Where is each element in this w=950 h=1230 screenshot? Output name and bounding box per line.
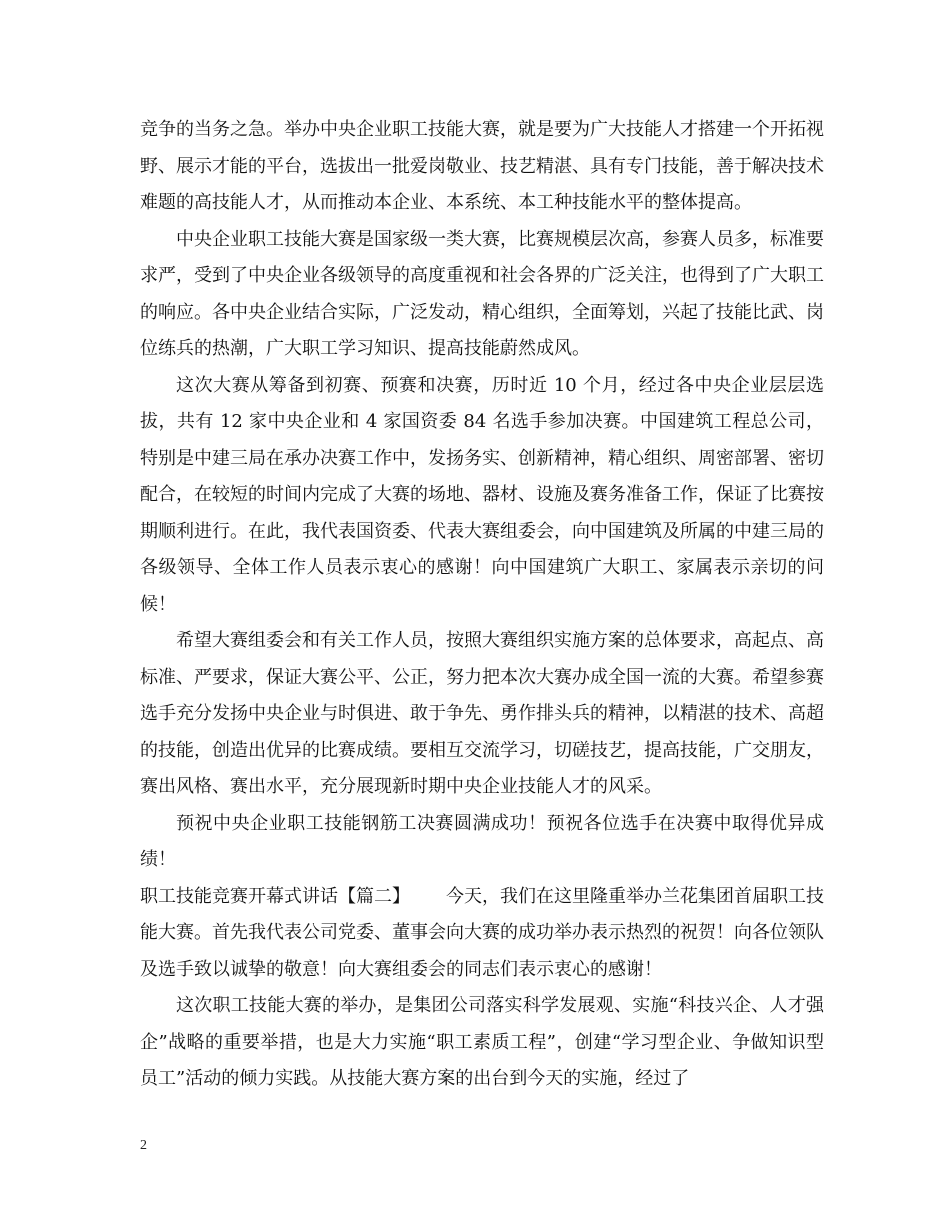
- paragraph: 中央企业职工技能大赛是国家级一类大赛，比赛规模层次高，参赛人员多，标准要求严，受到了中央企业各级领导的高度重视和社会各界的广泛关注，也得到了广大职工的响应。各中央企业结合实际，广泛发动，精心组织，全面筹划，兴起了技能比武、岗位练兵的热潮，广大职工学习知识、提高技能蔚然成风。: [140, 228, 824, 359]
- section-heading: 职工技能竞赛开幕式讲话【篇二】: [140, 885, 410, 907]
- paragraph: 希望大赛组委会和有关工作人员，按照大赛组织实施方案的总体要求，高起点、高标准、严要求，保证大赛公平、公正，努力把本次大赛办成全国一流的大赛。希望参赛选手充分发扬中央企业与时俱进、敢于争先、勇作排头兵的精神，以精湛的技术、高超的技能，创造出优异的比赛成绩。要相互交流学习，切磋技艺，提高技能，广交朋友，赛出风格、赛出水平，充分展现新时期中央企业技能人才的风采。: [140, 630, 824, 797]
- paragraph: 这次职工技能大赛的举办，是集团公司落实科学发展观、实施“科技兴企、人才强企”战略的重要举措，也是大力实施“职工素质工程”，创建“学习型企业、争做知识型员工”活动的倾力实践。从技能大赛方案的出台到今天的实施，经过了: [140, 995, 824, 1089]
- paragraph-continued: 竞争的当务之急。举办中央企业职工技能大赛，就是要为广大技能人才搭建一个开拓视野、展示才能的平台，选拔出一批爱岗敬业、技艺精湛、具有专门技能，善于解决技术难题的高技能人才，从而推动本企业、本系统、本工种技能水平的整体提高。: [140, 119, 824, 213]
- page-number: 2: [140, 1138, 147, 1153]
- paragraph: 这次大赛从筹备到初赛、预赛和决赛，历时近 10 个月，经过各中央企业层层选拔，共有 12 家中央企业和 4 家国资委 84 名选手参加决赛。中国建筑工程总公司，特别是中建三局在承办决赛工作中，发扬务实、创新精神，精心组织、周密部署、密切配合，在较短的时间内完成了大赛的场地、器材、设施及赛务准备工作，保证了比赛按期顺利进行。在此，我代表国资委、代表大赛组委会，向中国建筑及所属的中建三局的各级领导、全体工作人员表示衷心的感谢！向中国建筑广大职工、家属表示亲切的问候！: [140, 374, 824, 615]
- section-heading-paragraph: [140, 879, 824, 989]
- document-body: [140, 112, 824, 1098]
- paragraph: 预祝中央企业职工技能钢筋工决赛圆满成功！预祝各位选手在决赛中取得优异成绩！: [140, 812, 824, 870]
- section-first-paragraph: 今天，我们在这里隆重举办兰花集团首届职工技能大赛。首先我代表公司党委、董事会向大赛的成功举办表示热烈的祝贺！向各位领队及选手致以诚挚的敬意！向大赛组委会的同志们表示衷心的感谢！: [140, 885, 824, 980]
